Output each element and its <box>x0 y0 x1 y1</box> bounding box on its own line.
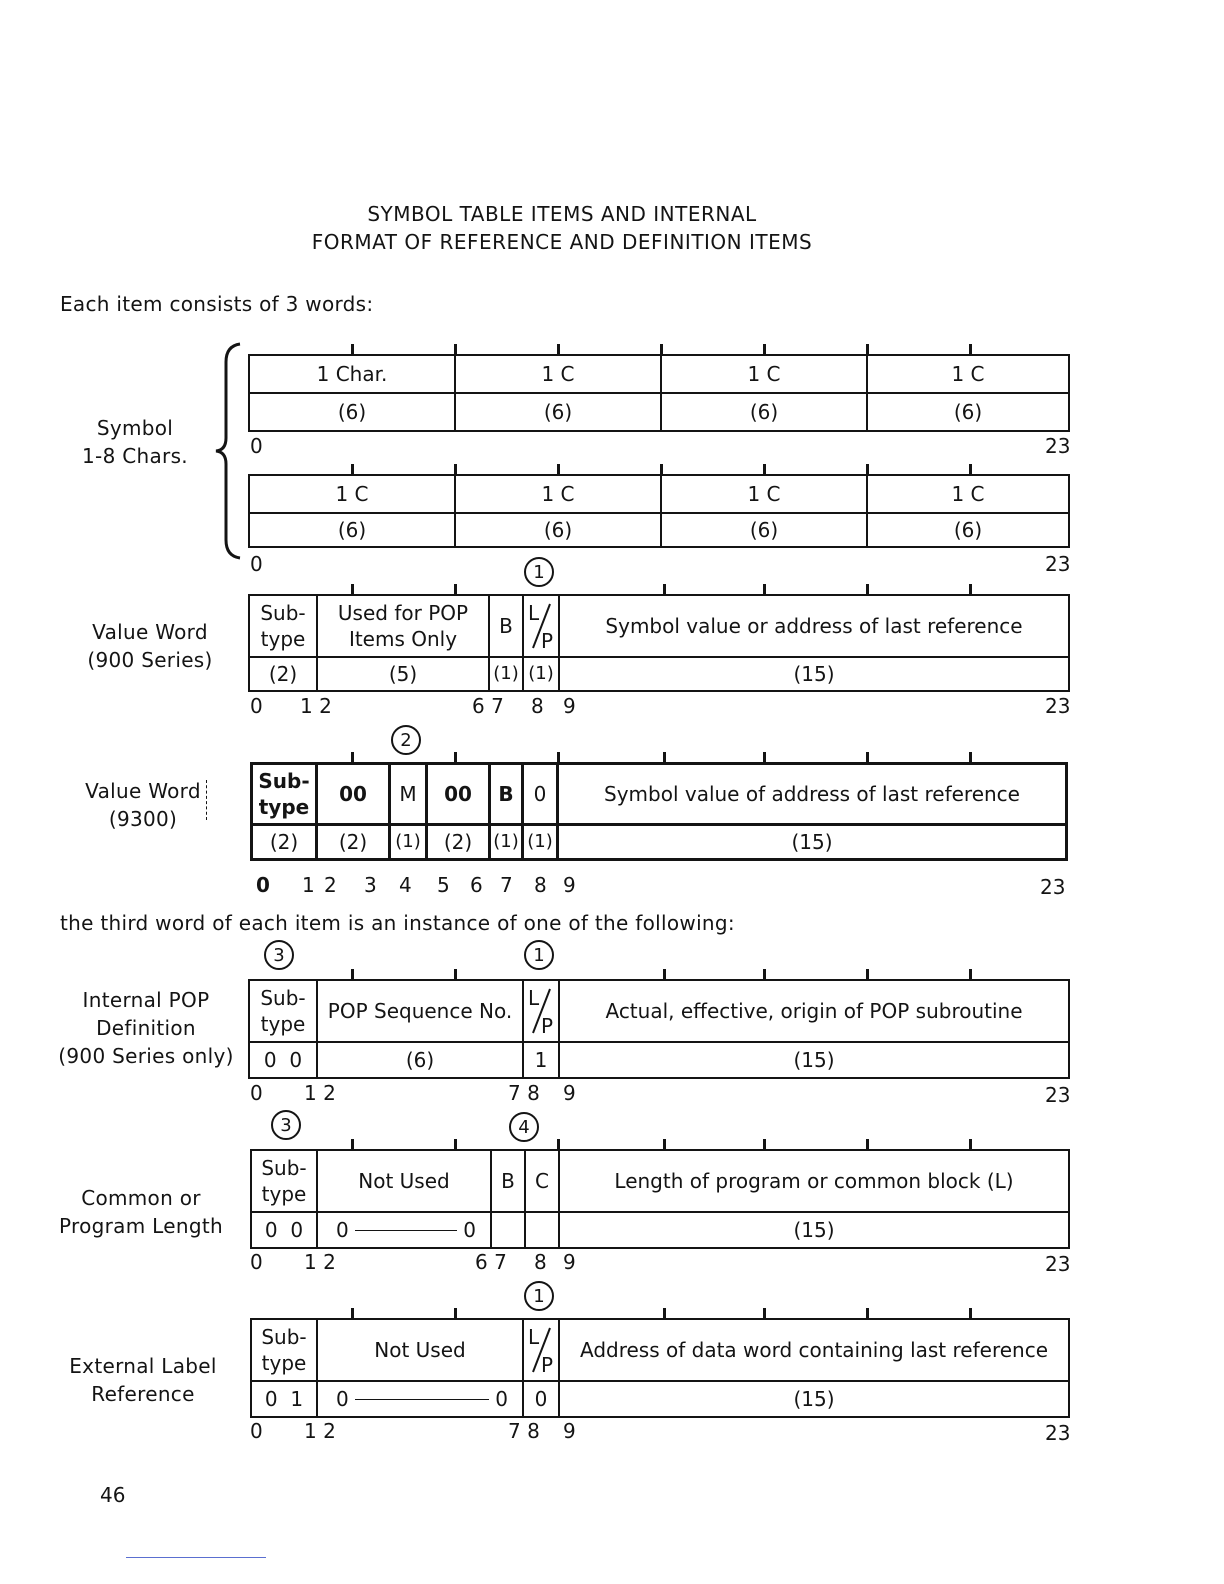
intro-text: Each item consists of 3 words: <box>60 292 374 316</box>
bit-number: 8 <box>534 1250 547 1274</box>
bit-number: 23 <box>1045 552 1071 576</box>
symbol-bits-1: (6) <box>248 392 456 432</box>
c-field: C <box>524 1149 560 1213</box>
value-word-900-label: Value Word (900 Series) <box>87 620 213 672</box>
field-m-bits: (1) <box>388 823 428 861</box>
bit-number: 0 <box>250 1081 263 1105</box>
lp-bits: 1 <box>522 1041 560 1079</box>
bit-number: 23 <box>1045 694 1071 718</box>
bit-number: 9 <box>563 1081 576 1105</box>
bit-number: 0 <box>250 434 263 458</box>
bit-number: 7 8 <box>508 1081 540 1105</box>
footer-rule <box>126 1557 266 1558</box>
symbol-char-1: 1 Char. <box>248 354 456 394</box>
symbol-brace <box>210 342 250 560</box>
field-00-b: 00 <box>425 762 491 826</box>
pop-bits: (5) <box>316 656 490 692</box>
common-length-label: Common or Program Length <box>59 1186 223 1238</box>
page-number: 46 <box>100 1483 126 1507</box>
svg-text:L: L <box>528 986 540 1010</box>
page-title <box>0 202 1124 254</box>
lp-field <box>522 594 560 658</box>
svg-text:P: P <box>541 1353 554 1377</box>
bit-number: 0 <box>250 552 263 576</box>
not-used-field: Not Used <box>316 1318 524 1382</box>
lp-bits: (1) <box>522 656 560 692</box>
bit-number: 23 <box>1045 1083 1071 1107</box>
value-bits: (15) <box>558 1380 1070 1418</box>
bit-number: 7 <box>500 873 513 897</box>
internal-pop-label: Internal POP Definition (900 Series only) <box>58 988 234 1068</box>
bit-number: 1 2 <box>304 1250 336 1274</box>
bit-number: 23 <box>1045 1421 1071 1445</box>
symbol-bits-5: (6) <box>248 512 456 548</box>
symbol-char-4: 1 C <box>866 354 1070 394</box>
b-field: B <box>488 594 524 658</box>
pop-sequence-field: POP Sequence No. <box>316 979 524 1043</box>
symbol-char-6: 1 C <box>454 474 662 514</box>
symbol-char-7: 1 C <box>660 474 868 514</box>
marker-1-badge: 1 <box>524 1281 554 1311</box>
bit-number: 6 7 <box>475 1250 507 1274</box>
bit-number: 0 <box>250 1250 263 1274</box>
lp-slash-icon <box>524 596 558 656</box>
subtype-bits: 0 0 <box>248 1041 318 1079</box>
not-used-field: Not Used <box>316 1149 492 1213</box>
field-b-bits: (1) <box>488 823 524 861</box>
third-word-intro: the third word of each item is an instance of one of the following: <box>60 911 735 935</box>
field-0-bits: (1) <box>521 823 559 861</box>
bit-number: 5 <box>437 873 450 897</box>
symbol-label: Symbol 1-8 Chars. <box>82 416 188 468</box>
title-line-1: SYMBOL TABLE ITEMS AND INTERNAL <box>367 202 757 226</box>
lp-slash-icon <box>524 1320 558 1380</box>
svg-text:L: L <box>528 601 540 625</box>
bit-number: 6 7 <box>472 694 504 718</box>
field-m: M <box>388 762 428 826</box>
symbol-bits-3: (6) <box>660 392 868 432</box>
value-bits: (15) <box>558 656 1070 692</box>
marker-2-badge: 2 <box>391 725 421 755</box>
subtype-bits: 0 0 <box>250 1211 318 1249</box>
symbol-char-2: 1 C <box>454 354 662 394</box>
symbol-char-5: 1 C <box>248 474 456 514</box>
length-field: Length of program or common block (L) <box>558 1149 1070 1213</box>
bit-number: 0 <box>256 873 270 897</box>
range-line <box>355 1230 458 1231</box>
marker-3-badge: 3 <box>264 940 294 970</box>
symbol-bits-7: (6) <box>660 512 868 548</box>
marker-3-badge: 3 <box>271 1110 301 1140</box>
not-used-bits: 0 0 <box>316 1380 524 1418</box>
symbol-bits-4: (6) <box>866 392 1070 432</box>
bit-number: 9 <box>563 694 576 718</box>
external-label-label: External Label Reference <box>69 1354 217 1406</box>
bit-number: 7 8 <box>508 1419 540 1443</box>
bit-number: 8 <box>531 694 544 718</box>
bit-number: 1 2 <box>304 1081 336 1105</box>
sequence-bits: (6) <box>316 1041 524 1079</box>
bit-number: 23 <box>1045 1252 1071 1276</box>
pop-items-field: Used for POP Items Only <box>316 594 490 658</box>
bit-number: 8 <box>534 873 547 897</box>
subtype-bits: (2) <box>250 823 318 861</box>
value-bits: (15) <box>556 823 1068 861</box>
field-00-a-bits: (2) <box>315 823 391 861</box>
bit-number: 0 <box>250 1419 263 1443</box>
field-b: B <box>488 762 524 826</box>
c-bits <box>524 1211 560 1249</box>
not-used-bits: 0 0 <box>316 1211 492 1249</box>
symbol-bits-8: (6) <box>866 512 1070 548</box>
b-field: B <box>490 1149 526 1213</box>
address-field: Address of data word containing last reference <box>558 1318 1070 1382</box>
field-0: 0 <box>521 762 559 826</box>
marker-1-badge: 1 <box>524 940 554 970</box>
value-bits: (15) <box>558 1211 1070 1249</box>
symbol-char-3: 1 C <box>660 354 868 394</box>
lp-slash-icon <box>524 981 558 1041</box>
b-bits <box>490 1211 526 1249</box>
marker-4-badge: 4 <box>509 1112 539 1142</box>
value-word-9300-label: Value Word (9300) <box>85 779 201 831</box>
origin-field: Actual, effective, origin of POP subroutine <box>558 979 1070 1043</box>
symbol-bits-6: (6) <box>454 512 662 548</box>
bit-number: 3 <box>364 873 377 897</box>
symbol-value-field: Symbol value or address of last reference <box>558 594 1070 658</box>
bit-number: 1 <box>302 873 315 897</box>
bit-number: 2 <box>324 873 337 897</box>
b-bits: (1) <box>488 656 524 692</box>
bit-number: 23 <box>1040 875 1066 899</box>
bit-number: 1 2 <box>304 1419 336 1443</box>
bit-number: 9 <box>563 1250 576 1274</box>
field-00-b-bits: (2) <box>425 823 491 861</box>
bit-number: 4 <box>399 873 412 897</box>
svg-text:P: P <box>541 629 554 653</box>
symbol-value-field: Symbol value of address of last reference <box>556 762 1068 826</box>
svg-text:L: L <box>528 1325 540 1349</box>
symbol-char-8: 1 C <box>866 474 1070 514</box>
symbol-bits-2: (6) <box>454 392 662 432</box>
svg-text:P: P <box>541 1014 554 1038</box>
bit-number: 23 <box>1045 434 1071 458</box>
lp-bits: 0 <box>522 1380 560 1418</box>
subtype-bits: 0 1 <box>250 1380 318 1418</box>
subtype-field: Sub- type <box>250 1149 318 1213</box>
bit-number: 1 2 <box>300 694 332 718</box>
subtype-bits: (2) <box>248 656 318 692</box>
title-line-2: FORMAT OF REFERENCE AND DEFINITION ITEMS <box>311 230 813 254</box>
lp-field <box>522 979 560 1043</box>
field-00-a: 00 <box>315 762 391 826</box>
range-line <box>355 1399 490 1400</box>
bit-number: 9 <box>563 1419 576 1443</box>
subtype-field: Sub- type <box>250 762 318 826</box>
margin-mark <box>206 780 207 820</box>
lp-field <box>522 1318 560 1382</box>
value-bits: (15) <box>558 1041 1070 1079</box>
bit-number: 0 <box>250 694 263 718</box>
subtype-field: Sub- type <box>248 979 318 1043</box>
subtype-field: Sub- type <box>250 1318 318 1382</box>
marker-1-badge: 1 <box>524 557 554 587</box>
bit-number: 9 <box>563 873 576 897</box>
bit-number: 6 <box>470 873 483 897</box>
subtype-field: Sub- type <box>248 594 318 658</box>
